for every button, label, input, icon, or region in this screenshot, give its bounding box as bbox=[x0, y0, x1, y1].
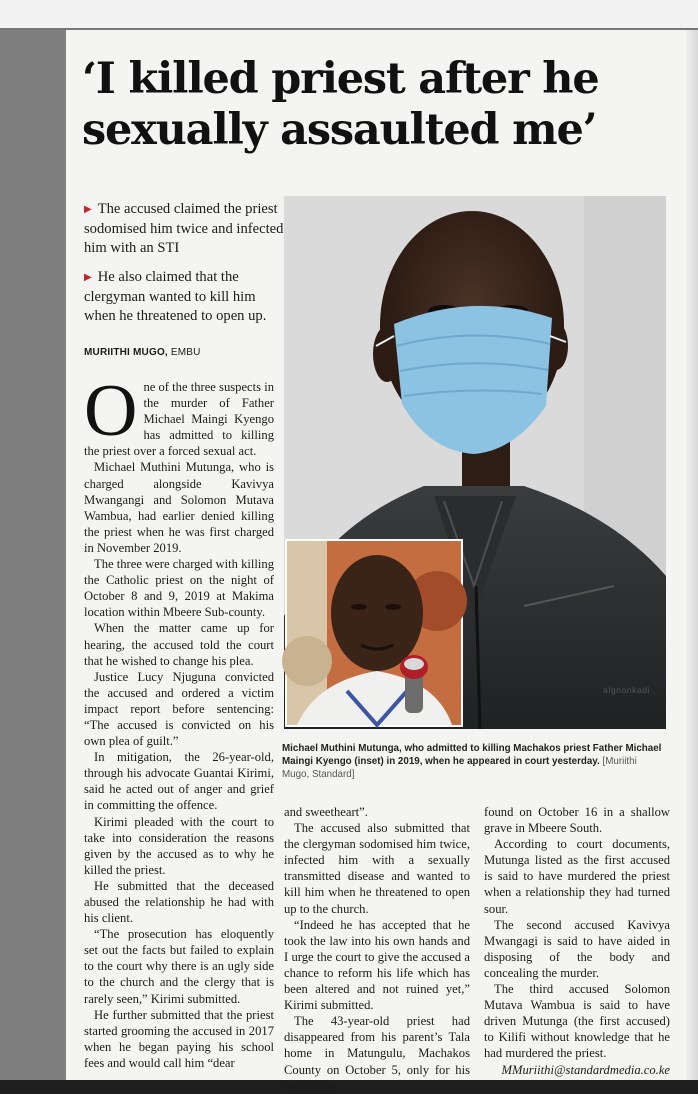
watermark: algnonkadi bbox=[603, 685, 651, 695]
triangle-bullet-icon: ▶ bbox=[84, 272, 92, 283]
photo-credit: [Muriithi Mugo, Standard] bbox=[282, 756, 637, 781]
drop-cap: O bbox=[84, 370, 138, 452]
summary-bullets bbox=[84, 200, 284, 336]
triangle-bullet-icon: ▶ bbox=[84, 204, 92, 215]
priest-portrait-illustration bbox=[287, 541, 461, 725]
paragraph: The second accused Kavivya Mwangagi is said to have aided in disposing of the body and concealing the murder. bbox=[484, 917, 670, 980]
paragraph: He further submitted that the priest started grooming the accused in 2017 when he began paying his school fees and would call him “dear bbox=[84, 1007, 274, 1070]
article-column-1 bbox=[84, 370, 274, 1071]
paragraph: The accused also submitted that the clergyman sodomised him twice, infected him with a sexually transmitted disease and wanted to kill him when he threatened to open up to the church. bbox=[284, 821, 470, 916]
paragraph: He submitted that the deceased abused the relationship he had with his client. bbox=[84, 878, 274, 926]
paragraph: The three were charged with killing the Catholic priest on the night of October 8 and 9, 2019 at Makima location within Mbeere Sub-county. bbox=[84, 557, 274, 620]
paragraph: Michael Muthini Mutunga, who is charged alongside Kavivya Mwangangi and Solomon Mutava Wambua, had earlier denied killing the priest when he was first charged in November 2019. bbox=[84, 460, 274, 555]
bullet-item: ▶ He also claimed that the clergyman wanted to kill him when he threatened to open up. bbox=[84, 269, 267, 324]
newspaper-page bbox=[66, 30, 686, 1093]
lead-paragraph: ne of the three suspects in the murder of Father Michael Maingi Kyengo has admitted to killing the priest over a forced sexual act. bbox=[84, 380, 274, 459]
byline: MURIITHI MUGO, EMBU bbox=[84, 347, 201, 358]
paragraph: “Indeed he has accepted that he took the law into his own hands and I urge the court to give the accused a chance to reform his life which has been altered and not ruined yet,” Kirimi submitted. bbox=[284, 917, 470, 1013]
paragraph: Justice Lucy Njuguna convicted the accused and ordered a victim impact report before sentencing: “The accused is convicted on his own plea of guilt.” bbox=[84, 669, 274, 749]
paragraph: In mitigation, the 26-year-old, through his advocate Guantai Kirimi, said he acted out of anger and grief in committing the offence. bbox=[84, 750, 274, 813]
author-email: MMuriithi@standardmedia.co.ke bbox=[501, 1062, 670, 1077]
paragraph: “The prosecution has eloquently set out the facts but failed to explain to the court why there is an ugly side to the church and the clergy that is rarely seen,” Kirimi submitted. bbox=[84, 927, 274, 1006]
paragraph: According to court documents, Mutunga listed as the first accused is said to have murdered the priest when a relationship they had turned sour. bbox=[484, 837, 670, 916]
headline: ‘I killed priest after he sexually assaulted me’ bbox=[82, 54, 599, 155]
paragraph: found on October 16 in a shallow grave in Mbeere South. bbox=[484, 805, 670, 836]
bullet-item: ▶ The accused claimed the priest sodomised him twice and infected him with an STI bbox=[84, 201, 284, 256]
paragraph: Kirimi pleaded with the court to take into consideration the reasons given by the accused as to why he killed the priest. bbox=[84, 814, 274, 877]
left-margin-bar bbox=[0, 30, 66, 1080]
article-column-2 bbox=[284, 804, 470, 1094]
inset-photo bbox=[285, 539, 463, 727]
article-column-3 bbox=[484, 804, 670, 1078]
paragraph: and sweetheart”. bbox=[284, 805, 368, 819]
paragraph: The 43-year-old priest had disappeared from his parent’s Tala home in Matungulu, Machakos County on October 5, only for his body to be bbox=[284, 1014, 470, 1093]
photo-caption: Michael Muthini Mutunga, who admitted to killing Machakos priest Father Michael Maingi Kyengo (inset) in 2019, when he appeared in court yesterday. [Muriithi Mugo, Standard] bbox=[282, 743, 662, 781]
paragraph: When the matter came up for hearing, the accused told the court that he wished to change his plea. bbox=[84, 621, 274, 668]
top-strip bbox=[0, 0, 698, 30]
right-page-edge bbox=[684, 30, 698, 1080]
paragraph: The third accused Solomon Mutava Wambua is said to have driven Mutunga (the first accused) to Kilifi without knowledge that he had murdered the priest. bbox=[484, 982, 670, 1061]
